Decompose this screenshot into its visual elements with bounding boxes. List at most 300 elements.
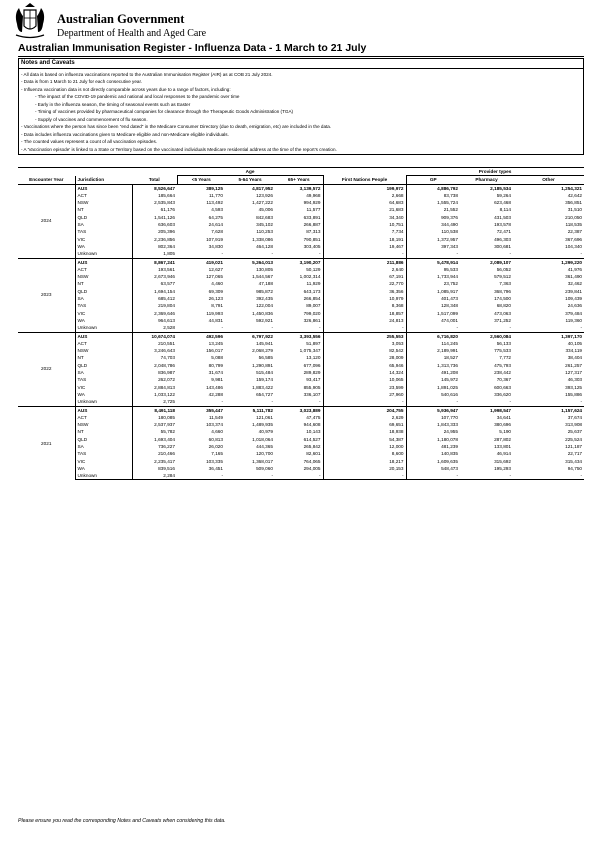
value-cell: 47,475 xyxy=(275,414,323,421)
value-cell: 103,335 xyxy=(206,458,224,464)
value-cell: 23,752 xyxy=(443,281,459,287)
note-line: - A 'Vaccination episode' is linked to a State or Territory based on the vaccinated individuals Medicare residential address at the time of the report's creation. xyxy=(21,146,337,152)
value-cell: 1,368,017 xyxy=(252,458,274,464)
table-row xyxy=(18,206,584,213)
value-cell: - xyxy=(275,324,323,332)
value-cell: 334,119 xyxy=(565,348,583,354)
value-cell: 127,317 xyxy=(565,370,583,376)
value-cell: 113,492 xyxy=(206,200,224,206)
value-cell: 2,089,107 xyxy=(460,258,513,266)
value-cell: - xyxy=(513,472,584,480)
value-cell: 61,176 xyxy=(160,207,176,213)
value-cell: 225,524 xyxy=(565,436,583,442)
provider-types-group-header: Provider types xyxy=(406,168,584,176)
encounter-year-cell: 2023 xyxy=(18,258,75,332)
value-cell: 1,075,347 xyxy=(275,347,323,354)
table-row xyxy=(18,236,584,243)
value-cell: 2,725 xyxy=(163,399,176,405)
value-cell: 12,000 xyxy=(323,443,406,450)
table-row xyxy=(18,317,584,324)
jurisdiction-cell: QLD xyxy=(75,362,132,369)
jurisdiction-cell: NT xyxy=(75,206,132,213)
value-cell: 1,290,891 xyxy=(252,362,274,368)
value-cell: 1,450,836 xyxy=(252,310,274,316)
value-cell: 93,417 xyxy=(275,376,323,383)
value-cell: - xyxy=(580,399,583,405)
value-cell: 46,303 xyxy=(567,377,583,383)
value-cell: 238,442 xyxy=(494,370,512,376)
note-line: - The counted values represent a count of all vaccination episodes. xyxy=(21,139,158,145)
value-cell: 28,009 xyxy=(323,354,406,361)
value-cell: 107,770 xyxy=(441,414,459,420)
table-row xyxy=(18,436,584,443)
jurisdiction-cell: TAS xyxy=(75,302,132,309)
jurisdiction-cell: AUS xyxy=(75,406,132,414)
value-cell: 5,936,947 xyxy=(406,406,460,414)
age-group-header: Age xyxy=(177,168,323,176)
table-row xyxy=(18,295,584,302)
column-header: GP xyxy=(406,176,460,184)
value-cell: 67,191 xyxy=(323,273,406,280)
table-row xyxy=(18,302,584,309)
value-cell: 94,750 xyxy=(567,465,583,471)
jurisdiction-cell: ACT xyxy=(75,192,132,199)
value-cell: 23,599 xyxy=(323,384,406,391)
value-cell: - xyxy=(271,325,274,331)
value-cell: 2,673,946 xyxy=(154,274,176,280)
table-row xyxy=(18,184,584,192)
value-cell: 2,068,279 xyxy=(252,348,274,354)
value-cell: - xyxy=(406,472,460,480)
value-cell: 119,360 xyxy=(565,317,583,323)
value-cell: 2,369,646 xyxy=(154,310,176,316)
value-cell: 7,772 xyxy=(499,355,512,361)
jurisdiction-cell: SA xyxy=(75,295,132,302)
value-cell: 54,387 xyxy=(323,436,406,443)
value-cell: 10,143 xyxy=(275,428,323,435)
value-cell: 397,343 xyxy=(441,243,459,249)
value-cell: 24,955 xyxy=(443,429,459,435)
value-cell: 379,484 xyxy=(565,310,583,316)
value-cell: 185,664 xyxy=(158,192,176,198)
value-cell: 7,165 xyxy=(211,451,224,457)
value-cell: 548,473 xyxy=(441,465,459,471)
value-cell: 313,908 xyxy=(565,422,583,428)
column-header: Jurisdiction xyxy=(75,176,132,184)
value-cell: 36,451 xyxy=(208,465,224,471)
value-cell: 1,157,624 xyxy=(513,406,584,414)
coat-of-arms-icon xyxy=(10,2,50,42)
value-cell: 5,478,914 xyxy=(406,258,460,266)
table-row xyxy=(18,421,584,428)
value-cell: 790,851 xyxy=(275,236,323,243)
value-cell: 31,510 xyxy=(567,207,583,213)
department-name: Department of Health and Aged Care xyxy=(57,28,207,39)
value-cell: 1,338,086 xyxy=(252,236,274,242)
value-cell: 266,887 xyxy=(275,221,323,228)
value-cell: 1,541,126 xyxy=(154,214,176,220)
value-cell: 127,065 xyxy=(206,274,224,280)
value-cell: 4,460 xyxy=(211,281,224,287)
table-row xyxy=(18,472,584,480)
column-header: Total xyxy=(132,176,177,184)
note-line: - Data includes influenza vaccinations given to Medicare eligible and non-Medicare eligible individuals. xyxy=(21,131,229,137)
value-cell: 133,801 xyxy=(494,443,512,449)
value-cell: 4,817,952 xyxy=(225,184,275,192)
value-cell: 103,374 xyxy=(206,422,224,428)
note-line: - Supply of vaccines and commencement of flu season. xyxy=(35,116,148,122)
value-cell: 8,368 xyxy=(323,302,406,309)
value-cell: 3,190,207 xyxy=(275,258,323,266)
jurisdiction-cell: WA xyxy=(75,391,132,398)
value-cell: 104,340 xyxy=(565,243,583,249)
value-cell: 1,033,122 xyxy=(154,391,176,397)
notes-box xyxy=(18,58,584,155)
value-cell: 49,968 xyxy=(275,192,323,199)
value-cell: 110,253 xyxy=(256,229,274,235)
jurisdiction-cell: SA xyxy=(75,369,132,376)
table-row xyxy=(18,340,584,347)
government-name: Australian Government xyxy=(57,12,185,26)
note-line: - Data is from 1 March to 21 July for each consecutive year. xyxy=(21,79,143,85)
value-cell: 69,651 xyxy=(323,421,406,428)
table-row xyxy=(18,266,584,273)
value-cell: - xyxy=(221,251,224,257)
value-cell: 3,246,643 xyxy=(154,348,176,354)
table-row xyxy=(18,310,584,317)
value-cell: 2,668 xyxy=(323,192,406,199)
jurisdiction-cell: Unknown xyxy=(75,398,132,406)
jurisdiction-cell: Unknown xyxy=(75,250,132,258)
value-cell: 74,703 xyxy=(160,355,176,361)
value-cell: 1,254,321 xyxy=(513,184,584,192)
value-cell: - xyxy=(271,399,274,405)
value-cell: 27,960 xyxy=(323,391,406,398)
value-cell: 255,553 xyxy=(323,332,406,340)
value-cell: 614,527 xyxy=(275,436,323,443)
value-cell: - xyxy=(275,472,323,480)
value-cell: 492,596 xyxy=(177,332,225,340)
value-cell: 985,872 xyxy=(256,288,274,294)
value-cell: 836,987 xyxy=(158,370,176,376)
value-cell: 10,979 xyxy=(323,295,406,302)
value-cell: 193,561 xyxy=(158,266,176,272)
value-cell: 18,191 xyxy=(323,236,406,243)
value-cell: - xyxy=(509,325,512,331)
jurisdiction-cell: TAS xyxy=(75,228,132,235)
value-cell: 2,640 xyxy=(323,266,406,273)
table-row xyxy=(18,332,584,340)
value-cell: 356,851 xyxy=(565,200,583,206)
value-cell: 19,467 xyxy=(323,243,406,250)
value-cell: 122,004 xyxy=(256,303,274,309)
value-cell: 18,217 xyxy=(323,458,406,465)
value-cell: 392,435 xyxy=(256,296,274,302)
value-cell: - xyxy=(456,251,459,257)
value-cell: 24,813 xyxy=(323,317,406,324)
value-cell: 1,805 xyxy=(163,251,176,257)
value-cell: 419,021 xyxy=(177,258,225,266)
value-cell: 262,072 xyxy=(158,377,176,383)
value-cell: 40,105 xyxy=(567,340,583,346)
value-cell: 34,830 xyxy=(208,243,224,249)
value-cell: 20,153 xyxy=(323,465,406,472)
value-cell: 336,620 xyxy=(494,391,512,397)
value-cell: 82,542 xyxy=(323,347,406,354)
value-cell: 685,412 xyxy=(158,296,176,302)
value-cell: 964,613 xyxy=(158,317,176,323)
value-cell: 26,123 xyxy=(208,296,224,302)
jurisdiction-cell: WA xyxy=(75,317,132,324)
table-row xyxy=(18,384,584,391)
value-cell: 1,002,314 xyxy=(275,273,323,280)
table-row xyxy=(18,354,584,361)
value-cell: 1,372,957 xyxy=(437,236,459,242)
value-cell: 799,020 xyxy=(275,310,323,317)
value-cell: 38,404 xyxy=(567,355,583,361)
value-cell: 107,919 xyxy=(206,236,224,242)
value-cell: 636,603 xyxy=(158,222,176,228)
column-header: <5 Years xyxy=(177,176,225,184)
value-cell: - xyxy=(225,472,275,480)
value-cell: 643,173 xyxy=(275,288,323,295)
value-cell: 2,185,534 xyxy=(460,184,513,192)
table-row xyxy=(18,192,584,199)
note-line: - All data is based on influenza vaccinations reported to the Australian Immunisation Register (AIR) as at COB 21 July 2024. xyxy=(21,72,273,77)
value-cell: 326,861 xyxy=(275,317,323,324)
value-cell: 21,552 xyxy=(443,207,459,213)
table-row xyxy=(18,228,584,235)
note-line: - Vaccinations where the person has since been "end dated" in the Medicare Consumer Directory (due to death, emigration, etc) are included in the data. xyxy=(21,124,332,130)
value-cell: 775,533 xyxy=(494,348,512,354)
value-cell: 120,700 xyxy=(256,451,274,457)
table-row xyxy=(18,280,584,287)
value-cell: 18,857 xyxy=(323,310,406,317)
value-cell: 1,427,222 xyxy=(252,200,274,206)
value-cell: 345,102 xyxy=(256,222,274,228)
value-cell: 72,471 xyxy=(496,229,512,235)
value-cell: 464,128 xyxy=(256,243,274,249)
value-cell: 64,683 xyxy=(323,199,406,206)
value-cell: 1,544,567 xyxy=(252,274,274,280)
value-cell: 143,486 xyxy=(206,384,224,390)
value-cell: 344,490 xyxy=(441,222,459,228)
value-cell: 89,007 xyxy=(275,302,323,309)
table-row xyxy=(18,214,584,221)
influenza-data-table xyxy=(18,167,584,480)
value-cell: 1,313,736 xyxy=(437,362,459,368)
value-cell: 475,793 xyxy=(494,362,512,368)
value-cell: 1,693,404 xyxy=(154,436,176,442)
jurisdiction-cell: QLD xyxy=(75,214,132,221)
table-row xyxy=(18,458,584,465)
value-cell: 496,303 xyxy=(494,236,512,242)
value-cell: 2,528 xyxy=(163,325,176,331)
value-cell: 109,439 xyxy=(565,296,583,302)
table-column-header-row xyxy=(18,176,584,184)
value-cell: 44,831 xyxy=(208,317,224,323)
value-cell: - xyxy=(323,250,406,258)
value-cell: 159,174 xyxy=(256,377,274,383)
value-cell: 1,998,547 xyxy=(460,406,513,414)
note-line: - Timing of vaccines provided by pharmaceutical companies for clearance through the Therapeutic Goods Administration (TGA) xyxy=(35,109,294,115)
value-cell: 10,674,074 xyxy=(132,332,177,340)
value-cell: - xyxy=(509,399,512,405)
value-cell: 4,593 xyxy=(211,207,224,213)
value-cell: 118,535 xyxy=(565,222,583,228)
value-cell: - xyxy=(580,325,583,331)
table-row xyxy=(18,406,584,414)
value-cell: 64,275 xyxy=(208,214,224,220)
table-row xyxy=(18,376,584,383)
value-cell: 4,886,792 xyxy=(406,184,460,192)
table-row xyxy=(18,258,584,266)
jurisdiction-cell: TAS xyxy=(75,450,132,457)
column-header: First Nations People xyxy=(323,176,406,184)
value-cell: 10,065 xyxy=(323,376,406,383)
value-cell: 401,473 xyxy=(441,296,459,302)
value-cell: 1,085,917 xyxy=(437,288,459,294)
jurisdiction-cell: SA xyxy=(75,221,132,228)
jurisdiction-cell: QLD xyxy=(75,288,132,295)
value-cell: 6,797,922 xyxy=(225,332,275,340)
value-cell: - xyxy=(271,251,274,257)
encounter-year-cell: 2021 xyxy=(18,406,75,480)
value-cell: 909,376 xyxy=(441,214,459,220)
table-row xyxy=(18,465,584,472)
jurisdiction-cell: AUS xyxy=(75,258,132,266)
value-cell: 14,324 xyxy=(323,369,406,376)
value-cell: 155,886 xyxy=(565,391,583,397)
value-cell: 1,489,935 xyxy=(252,422,274,428)
value-cell: 802,364 xyxy=(158,243,176,249)
value-cell: 336,107 xyxy=(275,391,323,398)
value-cell: 24,614 xyxy=(208,222,224,228)
jurisdiction-cell: AUS xyxy=(75,184,132,192)
jurisdiction-cell: SA xyxy=(75,443,132,450)
value-cell: 56,133 xyxy=(496,340,512,346)
value-cell: 5,264,013 xyxy=(225,258,275,266)
value-cell: 1,018,064 xyxy=(252,436,274,442)
table-row xyxy=(18,414,584,421)
value-cell: 69,309 xyxy=(208,288,224,294)
value-cell: 1,555,724 xyxy=(437,200,459,206)
value-cell: 95,533 xyxy=(443,266,459,272)
value-cell: 315,434 xyxy=(565,458,583,464)
value-cell: 2,535,843 xyxy=(154,200,176,206)
value-cell: 474,001 xyxy=(441,317,459,323)
value-cell: 210,551 xyxy=(158,340,176,346)
value-cell: 1,397,170 xyxy=(513,332,584,340)
value-cell: 1,891,025 xyxy=(437,384,459,390)
jurisdiction-cell: VIC xyxy=(75,236,132,243)
note-line: - Influenza vaccination data is not directly comparable across years due to a range of factors, including: xyxy=(21,86,231,92)
table-group-header-row xyxy=(18,168,584,176)
column-header: Other xyxy=(513,176,584,184)
value-cell: 22,770 xyxy=(323,280,406,287)
value-cell: 174,500 xyxy=(494,296,512,302)
value-cell: 1,694,154 xyxy=(154,288,176,294)
value-cell: 265,842 xyxy=(275,443,323,450)
value-cell: 87,313 xyxy=(275,228,323,235)
table-row xyxy=(18,347,584,354)
column-header: 5-64 Years xyxy=(225,176,275,184)
value-cell: 60,813 xyxy=(208,436,224,442)
value-cell: 1,843,333 xyxy=(437,422,459,428)
value-cell: 2,236,856 xyxy=(154,236,176,242)
value-cell: 509,060 xyxy=(256,465,274,471)
value-cell: 42,642 xyxy=(567,192,583,198)
jurisdiction-cell: VIC xyxy=(75,310,132,317)
jurisdiction-cell: Unknown xyxy=(75,472,132,480)
jurisdiction-cell: TAS xyxy=(75,376,132,383)
note-line: - The impact of the COVID-19 pandemic and national and local responses to the pandemic over time xyxy=(35,94,240,100)
jurisdiction-cell: ACT xyxy=(75,414,132,421)
value-cell: 37,674 xyxy=(567,414,583,420)
value-cell: - xyxy=(460,472,513,480)
jurisdiction-cell: ACT xyxy=(75,266,132,273)
value-cell: 47,188 xyxy=(258,281,274,287)
value-cell: 473,063 xyxy=(494,310,512,316)
value-cell: 36,356 xyxy=(323,288,406,295)
value-cell: 22,717 xyxy=(567,451,583,457)
page-title: Australian Immunisation Register - Influenza Data - 1 March to 21 July xyxy=(18,42,367,54)
value-cell: 21,683 xyxy=(323,206,406,213)
value-cell: 855,905 xyxy=(275,384,323,391)
value-cell: - xyxy=(177,472,225,480)
value-cell: 42,288 xyxy=(208,391,224,397)
value-cell: 842,683 xyxy=(256,214,274,220)
value-cell: 25,637 xyxy=(567,429,583,435)
value-cell: - xyxy=(509,251,512,257)
table-row xyxy=(18,273,584,280)
value-cell: 26,020 xyxy=(208,443,224,449)
jurisdiction-cell: NT xyxy=(75,354,132,361)
value-cell: 11,577 xyxy=(275,206,323,213)
value-cell: 8,867,241 xyxy=(132,258,177,266)
table-row xyxy=(18,250,584,258)
value-cell: 199,972 xyxy=(323,184,406,192)
value-cell: 11,549 xyxy=(209,414,224,420)
value-cell: 8,791 xyxy=(211,303,224,309)
jurisdiction-cell: AUS xyxy=(75,332,132,340)
value-cell: 128,348 xyxy=(441,303,459,309)
jurisdiction-cell: VIC xyxy=(75,458,132,465)
table-row xyxy=(18,243,584,250)
value-cell: 736,227 xyxy=(158,443,176,449)
value-cell: 12,627 xyxy=(208,266,224,272)
jurisdiction-cell: Unknown xyxy=(75,324,132,332)
value-cell: 944,608 xyxy=(275,421,323,428)
value-cell: 839,516 xyxy=(158,465,176,471)
jurisdiction-cell: NSW xyxy=(75,273,132,280)
jurisdiction-cell: QLD xyxy=(75,436,132,443)
value-cell: - xyxy=(323,398,406,406)
notes-list xyxy=(19,69,583,154)
value-cell: - xyxy=(275,398,323,406)
value-cell: 287,802 xyxy=(494,436,512,442)
encounter-year-cell: 2024 xyxy=(18,184,75,258)
value-cell: 677,096 xyxy=(275,362,323,369)
value-cell: 7,734 xyxy=(323,228,406,235)
value-cell: 13,245 xyxy=(208,340,224,346)
value-cell: 145,972 xyxy=(441,377,459,383)
table-row xyxy=(18,369,584,376)
value-cell: 2,629 xyxy=(323,414,406,421)
table-row xyxy=(18,428,584,435)
value-cell: 2,884,813 xyxy=(154,384,176,390)
value-cell: 59,264 xyxy=(496,192,512,198)
